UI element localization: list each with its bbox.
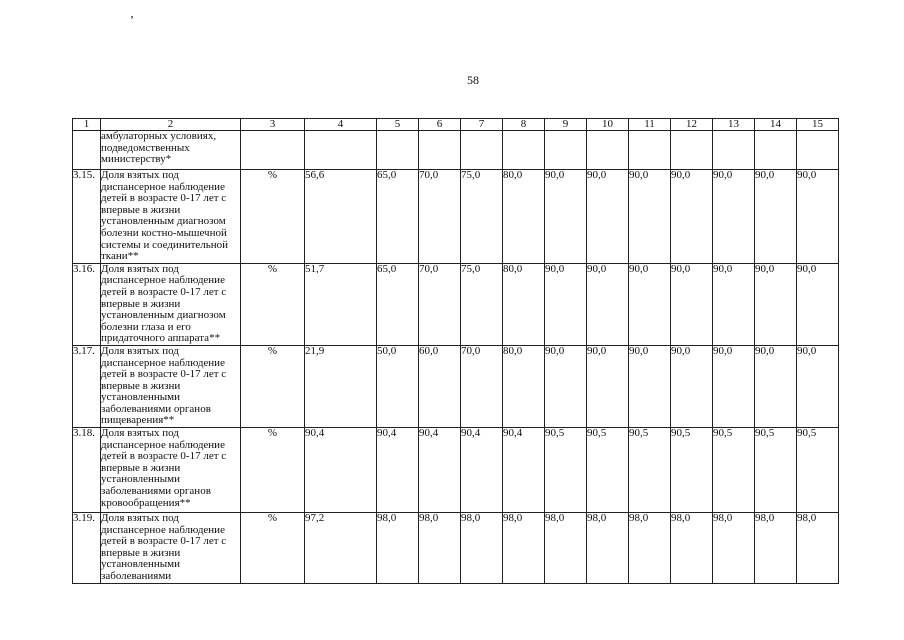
unit: %: [241, 263, 305, 345]
value-cell: 90,0: [755, 170, 797, 264]
value-cell: 98,0: [503, 513, 545, 584]
value-cell: 50,0: [377, 345, 419, 427]
value-cell: 90,0: [755, 345, 797, 427]
value-cell: 75,0: [461, 263, 503, 345]
value-cell: 90,0: [797, 263, 839, 345]
col-header: 5: [377, 119, 419, 131]
col-header: 4: [305, 119, 377, 131]
col-header: 11: [629, 119, 671, 131]
value-cell: [503, 131, 545, 170]
value-cell: 90,0: [713, 170, 755, 264]
table-row: [73, 513, 839, 584]
indicator-name: Доля взятых под диспансерное наблюдение детей в возрасте 0-17 лет с впервые в жизни установленными заболеваниями органов пищеварения**: [101, 345, 241, 427]
col-header: 2: [101, 119, 241, 131]
value-cell: [587, 131, 629, 170]
value-cell: 90,0: [545, 345, 587, 427]
indicator-name: Доля взятых под диспансерное наблюдение детей в возрасте 0-17 лет с впервые в жизни установленным диагнозом болезни глаза и его придаточного аппарата**: [101, 263, 241, 345]
unit: [241, 131, 305, 170]
value-cell: [419, 131, 461, 170]
col-header: 6: [419, 119, 461, 131]
value-cell: 90,5: [755, 428, 797, 513]
value-cell: 90,0: [755, 263, 797, 345]
value-cell: 98,0: [797, 513, 839, 584]
value-cell: [305, 131, 377, 170]
indicator-name: Доля взятых под диспансерное наблюдение детей в возрасте 0-17 лет с впервые в жизни установленными заболеваниями органов кровообращения**: [101, 428, 241, 513]
indicator-name: амбулаторных условиях, подведомственных министерству*: [101, 131, 241, 170]
value-cell: 90,0: [713, 345, 755, 427]
value-cell: 90,0: [587, 345, 629, 427]
value-cell: 90,0: [797, 345, 839, 427]
table-row: [73, 170, 839, 264]
value-cell: 90,0: [713, 263, 755, 345]
value-cell: 90,0: [545, 170, 587, 264]
value-cell: 80,0: [503, 345, 545, 427]
row-number: 3.18.: [73, 428, 101, 513]
value-cell: 98,0: [587, 513, 629, 584]
row-number: 3.17.: [73, 345, 101, 427]
unit: %: [241, 345, 305, 427]
table-row: [73, 428, 839, 513]
col-header: 1: [73, 119, 101, 131]
table-header-row: [73, 119, 839, 131]
value-cell: [461, 131, 503, 170]
value-cell: 65,0: [377, 263, 419, 345]
row-number: [73, 131, 101, 170]
unit: %: [241, 428, 305, 513]
value-cell: 98,0: [419, 513, 461, 584]
col-header: 10: [587, 119, 629, 131]
unit: %: [241, 170, 305, 264]
value-cell: 90,0: [629, 345, 671, 427]
value-cell: 90,5: [797, 428, 839, 513]
row-number: 3.16.: [73, 263, 101, 345]
value-cell: 90,0: [545, 263, 587, 345]
value-cell: 90,5: [545, 428, 587, 513]
value-cell: 98,0: [755, 513, 797, 584]
value-cell: 90,4: [461, 428, 503, 513]
value-cell: 90,4: [377, 428, 419, 513]
value-cell: 75,0: [461, 170, 503, 264]
value-cell: 90,0: [671, 170, 713, 264]
row-number: 3.19.: [73, 513, 101, 584]
value-cell: 90,5: [671, 428, 713, 513]
value-cell: 98,0: [377, 513, 419, 584]
col-header: 7: [461, 119, 503, 131]
table-row: [73, 263, 839, 345]
value-cell: 51,7: [305, 263, 377, 345]
col-header: 3: [241, 119, 305, 131]
value-cell: 90,0: [629, 170, 671, 264]
value-cell: 60,0: [419, 345, 461, 427]
table-row: [73, 345, 839, 427]
value-cell: 90,0: [587, 263, 629, 345]
col-header: 12: [671, 119, 713, 131]
value-cell: 98,0: [545, 513, 587, 584]
value-cell: 90,0: [671, 345, 713, 427]
value-cell: 98,0: [713, 513, 755, 584]
value-cell: 90,5: [629, 428, 671, 513]
table-row: [73, 131, 839, 170]
value-cell: 90,5: [713, 428, 755, 513]
col-header: 8: [503, 119, 545, 131]
value-cell: 90,5: [587, 428, 629, 513]
scan-speck: ʼ: [130, 13, 134, 27]
value-cell: 98,0: [671, 513, 713, 584]
value-cell: 98,0: [461, 513, 503, 584]
unit: %: [241, 513, 305, 584]
col-header: 15: [797, 119, 839, 131]
indicator-name: Доля взятых под диспансерное наблюдение детей в возрасте 0-17 лет с впервые в жизни установленными заболеваниями: [101, 513, 241, 584]
value-cell: 65,0: [377, 170, 419, 264]
value-cell: 90,0: [587, 170, 629, 264]
value-cell: 70,0: [419, 263, 461, 345]
value-cell: 21,9: [305, 345, 377, 427]
value-cell: 80,0: [503, 263, 545, 345]
value-cell: 90,4: [503, 428, 545, 513]
value-cell: 97,2: [305, 513, 377, 584]
value-cell: 80,0: [503, 170, 545, 264]
indicators-table: [72, 118, 839, 584]
value-cell: 90,4: [419, 428, 461, 513]
value-cell: [671, 131, 713, 170]
value-cell: [377, 131, 419, 170]
col-header: 13: [713, 119, 755, 131]
value-cell: 98,0: [629, 513, 671, 584]
value-cell: 90,4: [305, 428, 377, 513]
value-cell: 90,0: [629, 263, 671, 345]
col-header: 9: [545, 119, 587, 131]
page-number: 58: [467, 73, 479, 87]
row-number: 3.15.: [73, 170, 101, 264]
value-cell: 90,0: [671, 263, 713, 345]
value-cell: 56,6: [305, 170, 377, 264]
value-cell: 90,0: [797, 170, 839, 264]
indicator-name: Доля взятых под диспансерное наблюдение детей в возрасте 0-17 лет с впервые в жизни установленным диагнозом болезни костно-мышечной системы и соединительной ткани**: [101, 170, 241, 264]
value-cell: [545, 131, 587, 170]
value-cell: [629, 131, 671, 170]
value-cell: 70,0: [419, 170, 461, 264]
col-header: 14: [755, 119, 797, 131]
value-cell: [713, 131, 755, 170]
value-cell: [797, 131, 839, 170]
value-cell: 70,0: [461, 345, 503, 427]
value-cell: [755, 131, 797, 170]
